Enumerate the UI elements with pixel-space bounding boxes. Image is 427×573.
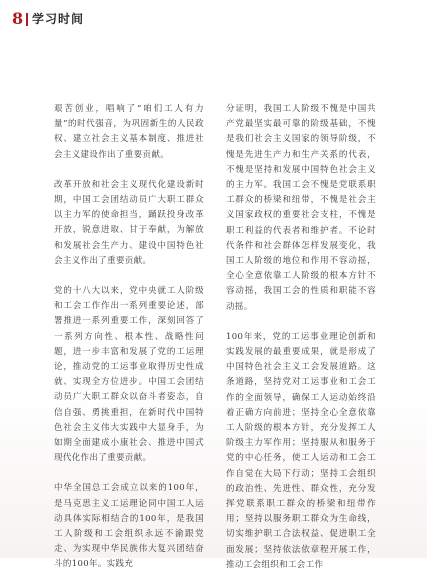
page-number: 8 <box>12 9 24 28</box>
journal-name: 学习时间 <box>32 12 85 26</box>
right-column <box>226 102 376 573</box>
header-divider <box>26 13 28 26</box>
paragraph-gap <box>226 315 376 330</box>
paragraph-left-3: 党的十八大以来，党中央就工人阶级和工会工作作出一系列重要论述，部署推进一系列重要工作，深刻回答了一系列方向性、根本性、战略性问题，进一步丰富和发展了党的工运理论，推动党的工运事业取得历史性成就、实现全方位进步。中国工会团结动员广大职工群众以奋斗者姿态，自信自强、勇挑重担，在新时代中国特色社会主义伟大实践中大显身手，为如期全面建成小康社会、推进中国式现代化作出了重要贡献。 <box>54 286 204 464</box>
paragraph-left-4: 中华全国总工会成立以来的100年，是马克思主义工运理论同中国工人运动具体实际相结合的100年，是我国工人阶级和工会组织永远不渝跟党走、为实现中华民族伟大复兴团结奋斗的100年。实践充 <box>54 483 204 570</box>
left-column <box>54 102 204 573</box>
paragraph-gap <box>54 163 204 178</box>
paragraph-gap <box>54 269 204 284</box>
paragraph-right-2: 100年来，党的工运事业理论创新和实践发展的最重要成果，就是形成了中国特色社会主义工会发展道路。这条道路，坚持党对工运事业和工会工作的全面领导，确保工人运动始终沿着正确方向前进；坚持全心全意依靠工人阶级的根本方针，充分发挥工人阶级主力军作用；坚持服从和服务于党的中心任务，使工人运动和工会工作自觉在大局下行动；坚持工会组织的政治性、先进性、群众性，充分发挥党联系职工群众的桥梁和纽带作用；坚持以服务职工群众为生命线，切实维护职工合法权益、促进职工全面发展；坚持依法依章程开展工作，推动工会组织和工会工作 <box>226 331 376 570</box>
paragraph-right-1: 分证明，我国工人阶级不愧是中国共产党最坚实最可靠的阶级基础，不愧是我们社会主义国家的领导阶级，不愧是先进生产力和生产关系的代表，不愧是坚持和发展中国特色社会主义的主力军。我国工会不愧是党联系职工群众的桥梁和纽带，不愧是社会主义国家政权的重要社会支柱，不愧是职工利益的代表者和维护者。不论时代条件和社会群体怎样发展变化，我国工人阶级的地位和作用不容动摇，全心全意依靠工人阶级的根本方针不容动摇，我国工会的性质和职能不容动摇。 <box>226 104 376 312</box>
paragraph-gap <box>54 466 204 481</box>
paragraph-left-2: 改革开放和社会主义现代化建设新时期，中国工会团结动员广大职工群众以主力军的使命担当，踊跃投身改革开放，锐意进取、甘于奉献，为解放和发展社会生产力、建设中国特色社会主义作出了重要贡献。 <box>54 179 204 266</box>
page-header <box>0 10 427 30</box>
paragraph-left-1: 艰苦创业，唱响了“咱们工人有力量”的时代强音，为巩固新生的人民政权、建立社会主义基本制度、推进社会主义建设作出了重要贡献。 <box>54 104 204 160</box>
